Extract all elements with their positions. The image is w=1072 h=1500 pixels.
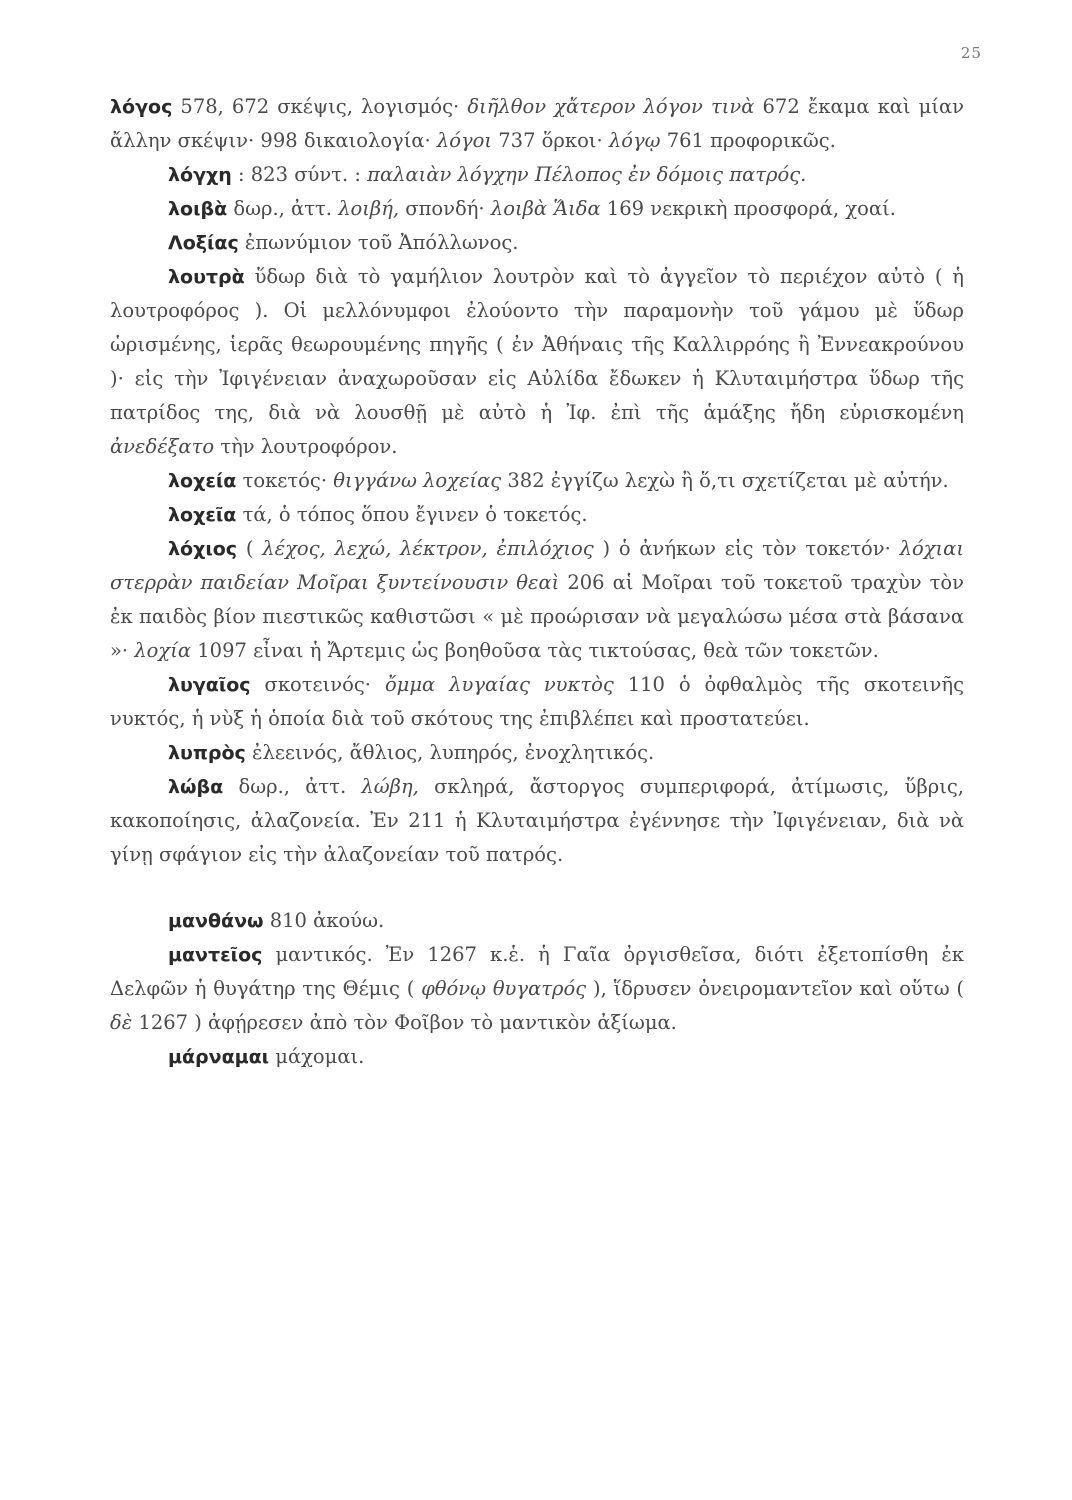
entry-lygaios (110, 668, 964, 736)
quotation: λόχιαι στερρὰν παιδείαν Μοῖραι ξυντείνουσιν θεαὶ (110, 537, 964, 594)
entry-loutra (110, 260, 964, 464)
definition-text: 110 ὁ ὀφθαλμὸς τῆς σκοτεινῆς νυκτός, ἡ νὺξ ἡ ὁποία διὰ τοῦ σκότους της ἐπιβλέπει καὶ προστατεύει. (110, 673, 965, 730)
quotation: δὲ (110, 1011, 133, 1034)
definition-text: δωρ., ἀττ. (227, 197, 339, 220)
headword: λυπρὸς (168, 742, 246, 764)
definition-text: 206 αἱ Μοῖραι τοῦ τοκετοῦ τραχὺν τὸν ἐκ παιδὸς βίον πιεστικῶς καθιστῶσι « μὲ προώρισαν νὰ μεγαλώσω μέσα στὰ βάσανα »· (110, 571, 964, 662)
entry-lonche (110, 158, 964, 192)
definition-text: 737 ὅρκοι· (492, 129, 609, 152)
quotation: θιγγάνω λοχείας (333, 469, 502, 492)
definition-text: τοκετός· (236, 469, 334, 492)
quotation: διῆλθον χἄτερον λόγον τινὰ (467, 95, 755, 118)
definition-text: ) ὁ ἀνήκων εἰς τὸν τοκετόν· (593, 537, 900, 560)
headword: Λοξίας (168, 232, 239, 254)
quotation: λώβη, (361, 775, 419, 798)
entry-lypros (110, 736, 964, 770)
definition-text: ἐπωνύμιον τοῦ Ἀπόλλωνος. (238, 231, 519, 254)
definition-text: ( (237, 537, 263, 560)
headword: λώβα (168, 776, 224, 798)
quotation: ὄμμα λυγαίας νυκτὸς (384, 673, 614, 696)
entry-loba (110, 770, 964, 872)
entry-lochios (110, 532, 964, 668)
definition-text: δωρ., ἀττ. (223, 775, 362, 798)
page-number: 25 (960, 44, 982, 62)
headword: μαντεῖος (168, 944, 263, 966)
quotation: λόγοι (436, 129, 493, 152)
entry-loxias (110, 226, 964, 260)
headword: μάρναμαι (168, 1046, 270, 1068)
glossary-column (110, 90, 964, 1074)
entry-logos (110, 90, 964, 158)
definition-text: 578, 672 σκέψις, λογισμός· (172, 95, 468, 118)
entry-locheia-neut (110, 498, 964, 532)
headword: λοχεῖα (168, 504, 237, 526)
quotation: λοιβή, (338, 197, 400, 220)
definition-text: 810 ἀκούω. (263, 909, 385, 932)
quotation: λόγῳ (608, 129, 661, 152)
definition-text: μάχομαι. (269, 1045, 365, 1068)
definition-text: ὕδωρ διὰ τὸ γαμήλιον λουτρὸν καὶ τὸ ἀγγεῖον τὸ περιέχον αὐτὸ ( ἡ λουτροφόρος ). Οἱ μελλόνυμφοι ἐλούοντο τὴν παραμονὴν τοῦ γάμου μὲ ὕδωρ ὡρισμένης, ἱερᾶς θεωρουμένης πηγῆς ( ἐν Ἀθήναις τῆς Καλλιρρόης ἢ Ἐννεακρούνου )· εἰς τὴν Ἰφιγένειαν ἀναχωροῦσαν εἰς Αὐλίδα ἔδωκεν ἡ Κλυταιμήστρα ὕδωρ τῆς πατρίδος της, διὰ νὰ λουσθῇ μὲ αὐτὸ ἡ Ἰφ. ἐπὶ τῆς ἁμάξης ἤδη εὑρισκομένη (110, 265, 964, 424)
entry-marnamai (110, 1040, 964, 1074)
quotation: παλαιὰν λόγχην Πέλοπος ἐν δόμοις πατρός. (367, 163, 807, 186)
quotation: ἀνεδέξατο (110, 435, 215, 458)
quotation: λέχος, λεχώ, λέκτρον, ἐπιλόχιος (262, 537, 594, 560)
definition-text: 169 νεκρικὴ προσφορά, χοαί. (600, 197, 896, 220)
headword: λοιβὰ (168, 198, 228, 220)
definition-text: : 823 σύντ. : (231, 163, 368, 186)
headword: λουτρὰ (168, 266, 245, 288)
headword: λόγχη (168, 164, 232, 186)
definition-text: ), ἵδρυσεν ὀνειρομαντεῖον καὶ οὕτω ( (586, 977, 965, 1000)
headword: λόχιος (168, 538, 238, 560)
definition-text: 1097 εἶναι ἡ Ἄρτεμις ὡς βοηθοῦσα τὰς τικτούσας, θεὰ τῶν τοκετῶν. (191, 639, 879, 662)
entry-manteios (110, 938, 964, 1040)
definition-text: μαντικός. Ἐν 1267 κ.ἑ. ἡ Γαῖα ὀργισθεῖσα, διότι ἐξετοπίσθη ἐκ Δελφῶν ἡ θυγάτηρ της Θέμις ( (110, 943, 964, 1000)
headword: λυγαῖος (168, 674, 251, 696)
definition-text: σπονδή· (399, 197, 491, 220)
entry-manthano (110, 904, 964, 938)
quotation: λοιβὰ Ἅιδα (490, 197, 601, 220)
definition-text: 1267 ) ἀφῄρεσεν ἀπὸ τὸν Φοῖβον τὸ μαντικὸν ἀξίωμα. (132, 1011, 677, 1034)
quotation: φθόνῳ θυγατρός (421, 977, 587, 1000)
definition-text: τὴν λουτροφόρον. (214, 435, 398, 458)
definition-text: τά, ὁ τόπος ὅπου ἔγινεν ὁ τοκετός. (236, 503, 588, 526)
headword: λόγος (110, 96, 173, 118)
definition-text: 382 ἐγγίζω λεχὼ ἢ ὅ,τι σχετίζεται μὲ αὐτήν. (501, 469, 949, 492)
quotation: λοχία (134, 639, 192, 662)
headword: μανθάνω (168, 910, 264, 932)
entry-loiba (110, 192, 964, 226)
definition-text: σκληρά, ἄστοργος συμπεριφορά, ἀτίμωσις, ὕβρις, κακοποίησις, ἀλαζονεία. Ἐν 211 ἡ Κλυταιμήστρα ἐγέννησε τὴν Ἰφιγένειαν, διὰ νὰ γίνῃ σφάγιον εἰς τὴν ἀλαζονείαν τοῦ πατρός. (110, 775, 964, 866)
definition-text: 672 ἔκαμα καὶ μίαν ἄλλην σκέψιν· 998 δικαιολογία· (110, 95, 964, 152)
definition-text: ἐλεεινός, ἄθλιος, λυπηρός, ἐνοχλητικός. (245, 741, 655, 764)
definition-text: σκοτεινός· (250, 673, 385, 696)
definition-text: 761 προφορικῶς. (660, 129, 836, 152)
entry-locheia (110, 464, 964, 498)
headword: λοχεία (168, 470, 237, 492)
